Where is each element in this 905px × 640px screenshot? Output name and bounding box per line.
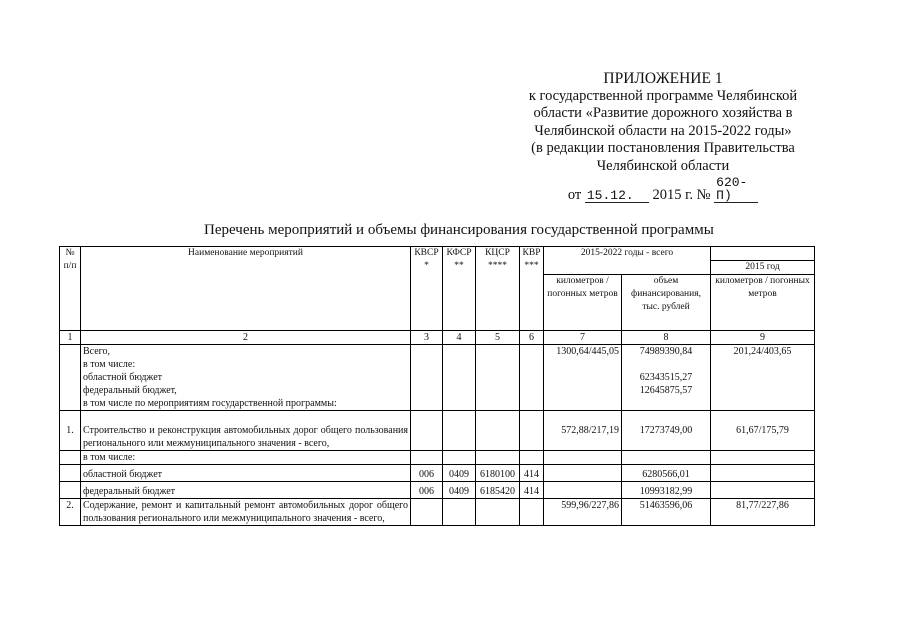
item1-row-kcsr: 6180100: [476, 465, 520, 482]
col-number: 1: [60, 331, 81, 345]
table-row: [60, 499, 815, 526]
col-number: 5: [476, 331, 520, 345]
item1-sub-label: в том числе:: [81, 451, 411, 465]
item1-fin-total: 17273749,00: [622, 411, 711, 451]
summary-fin-regional: 62343515,27: [639, 372, 693, 383]
col-number: 4: [443, 331, 476, 345]
table-row: [60, 345, 815, 411]
summary-label: в том числе по мероприятиям государственной программы:: [83, 398, 337, 409]
item2-num: 2.: [60, 499, 81, 526]
item1-row-fin: 6280566,01: [622, 465, 711, 482]
col-header-kcsr: КЦСР ****: [476, 247, 520, 331]
col-header-km-2015: километров / погонных метров: [711, 275, 815, 331]
appendix-title: ПРИЛОЖЕНИЕ 1: [603, 70, 723, 87]
summary-labels: [81, 345, 411, 411]
item1-row-name: федеральный бюджет: [81, 482, 411, 499]
decree-date: 15.12.: [585, 189, 649, 203]
header-line: Челябинской области: [596, 157, 730, 174]
item2-km-2015: 81,77/227,86: [711, 499, 815, 526]
col-number: 7: [544, 331, 622, 345]
col-header-kfsr: КФСР **: [443, 247, 476, 331]
item1-row-kfsr: 0409: [443, 482, 476, 499]
item1-name: Строительство и реконструкция автомобильных дорог общего пользования регионального или межмуниципального значения - всего,: [81, 411, 411, 451]
header-line: области «Развитие дорожного хозяйства в: [533, 105, 793, 122]
table-row: [60, 451, 815, 465]
item1-row-kvsr: 006: [411, 482, 443, 499]
item2-fin-total: 51463596,06: [622, 499, 711, 526]
item1-row-kvr: 414: [520, 482, 544, 499]
header-line: Челябинской области на 2015-2022 годы»: [534, 122, 792, 139]
col-header-total-group: 2015-2022 годы - всего: [544, 247, 711, 275]
summary-fin-federal: 12645875,57: [639, 385, 693, 396]
date-prefix: от: [567, 186, 582, 203]
col-number: 8: [622, 331, 711, 345]
item1-km-total: 572,88/217,19: [544, 411, 622, 451]
col-header-km-total: километров / погонных метров: [544, 275, 622, 331]
item1-row-name: областной бюджет: [81, 465, 411, 482]
item1-num: 1.: [60, 411, 81, 451]
summary-fin-total: 74989390,84: [639, 346, 693, 357]
col-header-kvr: КВР ***: [520, 247, 544, 331]
summary-label: федеральный бюджет,: [83, 385, 177, 396]
col-header-kvsr: КВСР *: [411, 247, 443, 331]
item1-row-kcsr: 6185420: [476, 482, 520, 499]
table-row: [60, 482, 815, 499]
item1-km-2015: 61,67/175,79: [711, 411, 815, 451]
summary-label: в том числе:: [83, 359, 136, 370]
summary-label: Всего,: [83, 346, 111, 357]
date-year: 2015 г. №: [652, 186, 711, 203]
header-line: к государственной программе Челябинской: [528, 87, 798, 104]
col-number: 9: [711, 331, 815, 345]
summary-km-total: 1300,64/445,05: [544, 345, 622, 411]
item2-name: Содержание, ремонт и капитальный ремонт автомобильных дорог общего пользования регионального или межмуниципального значения - всего,: [81, 499, 411, 526]
document-title: Перечень мероприятий и объемы финансирования государственной программы: [204, 222, 714, 238]
col-number: 2: [81, 331, 411, 345]
col-number: 3: [411, 331, 443, 345]
summary-km-2015: 201,24/403,65: [711, 345, 815, 411]
program-table: [59, 246, 815, 526]
header-line: (в редакции постановления Правительства: [531, 140, 795, 157]
col-number: 6: [520, 331, 544, 345]
item1-row-kfsr: 0409: [443, 465, 476, 482]
table-row: [60, 411, 815, 451]
col-header-name: Наименование мероприятий: [81, 247, 411, 331]
document-header: [513, 70, 813, 204]
header-spacer: [711, 247, 815, 261]
decree-date-line: [513, 176, 813, 205]
item1-row-kvsr: 006: [411, 465, 443, 482]
item1-row-fin: 10993182,99: [622, 482, 711, 499]
summary-label: областной бюджет: [83, 372, 163, 383]
item2-km-total: 599,96/227,86: [544, 499, 622, 526]
col-header-fin-total: объем финансирования, тыс. рублей: [622, 275, 711, 331]
summary-fin-values: [622, 345, 711, 411]
item1-row-kvr: 414: [520, 465, 544, 482]
column-number-row: [60, 331, 815, 345]
col-header-num: № п/п: [60, 247, 81, 331]
table-row: [60, 465, 815, 482]
col-header-year-group: 2015 год: [711, 261, 815, 275]
decree-number: 620-П): [714, 176, 758, 203]
